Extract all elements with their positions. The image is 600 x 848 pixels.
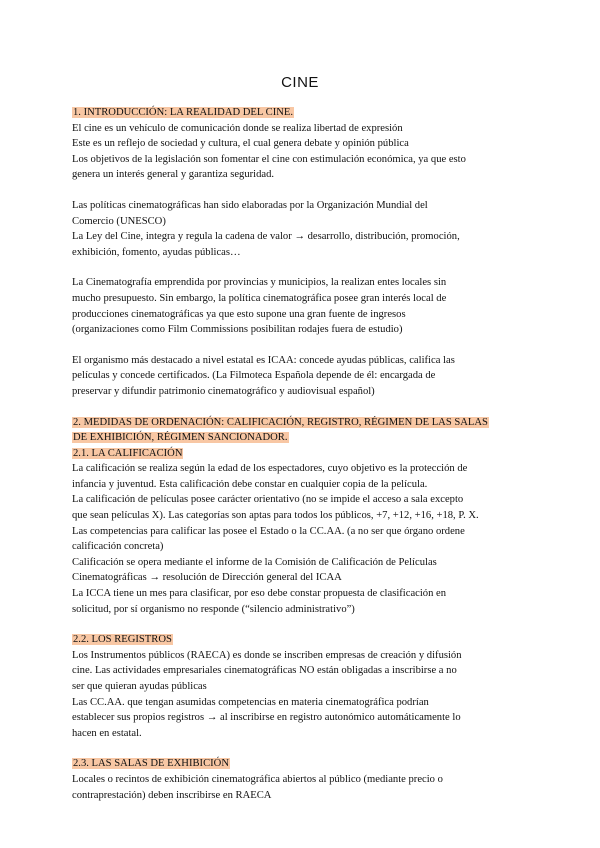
subsection-2-2-heading: 2.2. LOS REGISTROS [73, 634, 172, 646]
section-1 [72, 105, 532, 400]
subsection-2-1: 2.1. LA CALIFICACIÓN La calificación se realiza según la edad de los espectadores, cuyo objetivo es la protección de infancia y juventud. Esta calificación debe constar en cualquier copia de la película. La calificación de películas posee carácter orientativo (no se impide el acceso a sala excepto que sean películas X). Las categorías son aptas para todos los públicos, +7, +12, +16, +18, P. X. Las competencias para calificar las posee el Estado o la CC.AA. (a no ser que órgano ordene calificación concreta) Calificación se opera mediante el informe de la Comisión de Calificación de Películas Cinematográficas → resolución de Dirección general del ICAA La ICCA tiene un mes para clasificar, por eso debe constar propuesta de clasificación en solicitud, por sí organismo no responde (“silencio administrativo”) [72, 447, 479, 615]
section-1-paragraph-1: El cine es un vehículo de comunicación donde se realiza libertad de expresión Este es un reflejo de sociedad y cultura, el cual genera debate y opinión pública Los objetivos de la legislación son fomentar el cine con estimulación económica, ya que esto genera un interés general y garantiza seguridad. [72, 122, 466, 181]
subsection-2-2: 2.2. LOS REGISTROS Los Instrumentos públicos (RAECA) es donde se inscriben empresas de creación y difusión cine. Las actividades empresariales cinematográficas NO están obligadas a inscribirse a no ser que quieran ayudas públicas Las CC.AA. que tengan asumidas competencias en materia cinematográfica podrían establecer sus propios registros → al inscribirse en registro autonómico automáticamente lo hacen en estatal. [72, 634, 462, 739]
section-2-heading: 2. MEDIDAS DE ORDENACIÓN: CALIFICACIÓN, REGISTRO, RÉGIMEN DE LAS SALAS DE EXHIBICIÓN, RÉGIMEN SANCIONADOR. [73, 416, 488, 444]
section-2 [72, 415, 532, 804]
document-body [72, 105, 532, 803]
subsection-2-1-heading: 2.1. LA CALIFICACIÓN [73, 447, 183, 459]
section-1-paragraph-2: Las políticas cinematográficas han sido elaboradas por la Organización Mundial del Comercio (UNESCO) La Ley del Cine, integra y regula la cadena de valor → desarrollo, distribución, promoción, exhibición, fomento, ayudas públicas… [72, 199, 460, 258]
subsection-2-3: 2.3. LAS SALAS DE EXHIBICIÓN Locales o recintos de exhibición cinematográfica abiertos al público (mediante precio o contraprestación) deben inscribirse en RAECA [72, 758, 443, 801]
subsection-2-3-heading: 2.3. LAS SALAS DE EXHIBICIÓN [73, 758, 229, 770]
section-1-paragraph-3: La Cinematografía emprendida por provincias y municipios, la realizan entes locales sin mucho presupuesto. Sin embargo, la política cinematográfica posee gran interés local de producciones cinematográficas ya que esto supone una gran fuente de ingresos (organizaciones como Film Commissions posibilitan rodajes fuera de estudio) [72, 277, 447, 336]
section-1-heading: 1. INTRODUCCIÓN: LA REALIDAD DEL CINE. [73, 107, 293, 118]
doc-title: CINE [281, 74, 319, 91]
section-1-paragraph-4: El organismo más destacado a nivel estatal es ICAA: concede ayudas públicas, califica las películas y concede certificados. (La Filmoteca Española depende de él: encargada de preservar y difundir patrimonio cinematográfico y audiovisual español) [72, 354, 455, 397]
